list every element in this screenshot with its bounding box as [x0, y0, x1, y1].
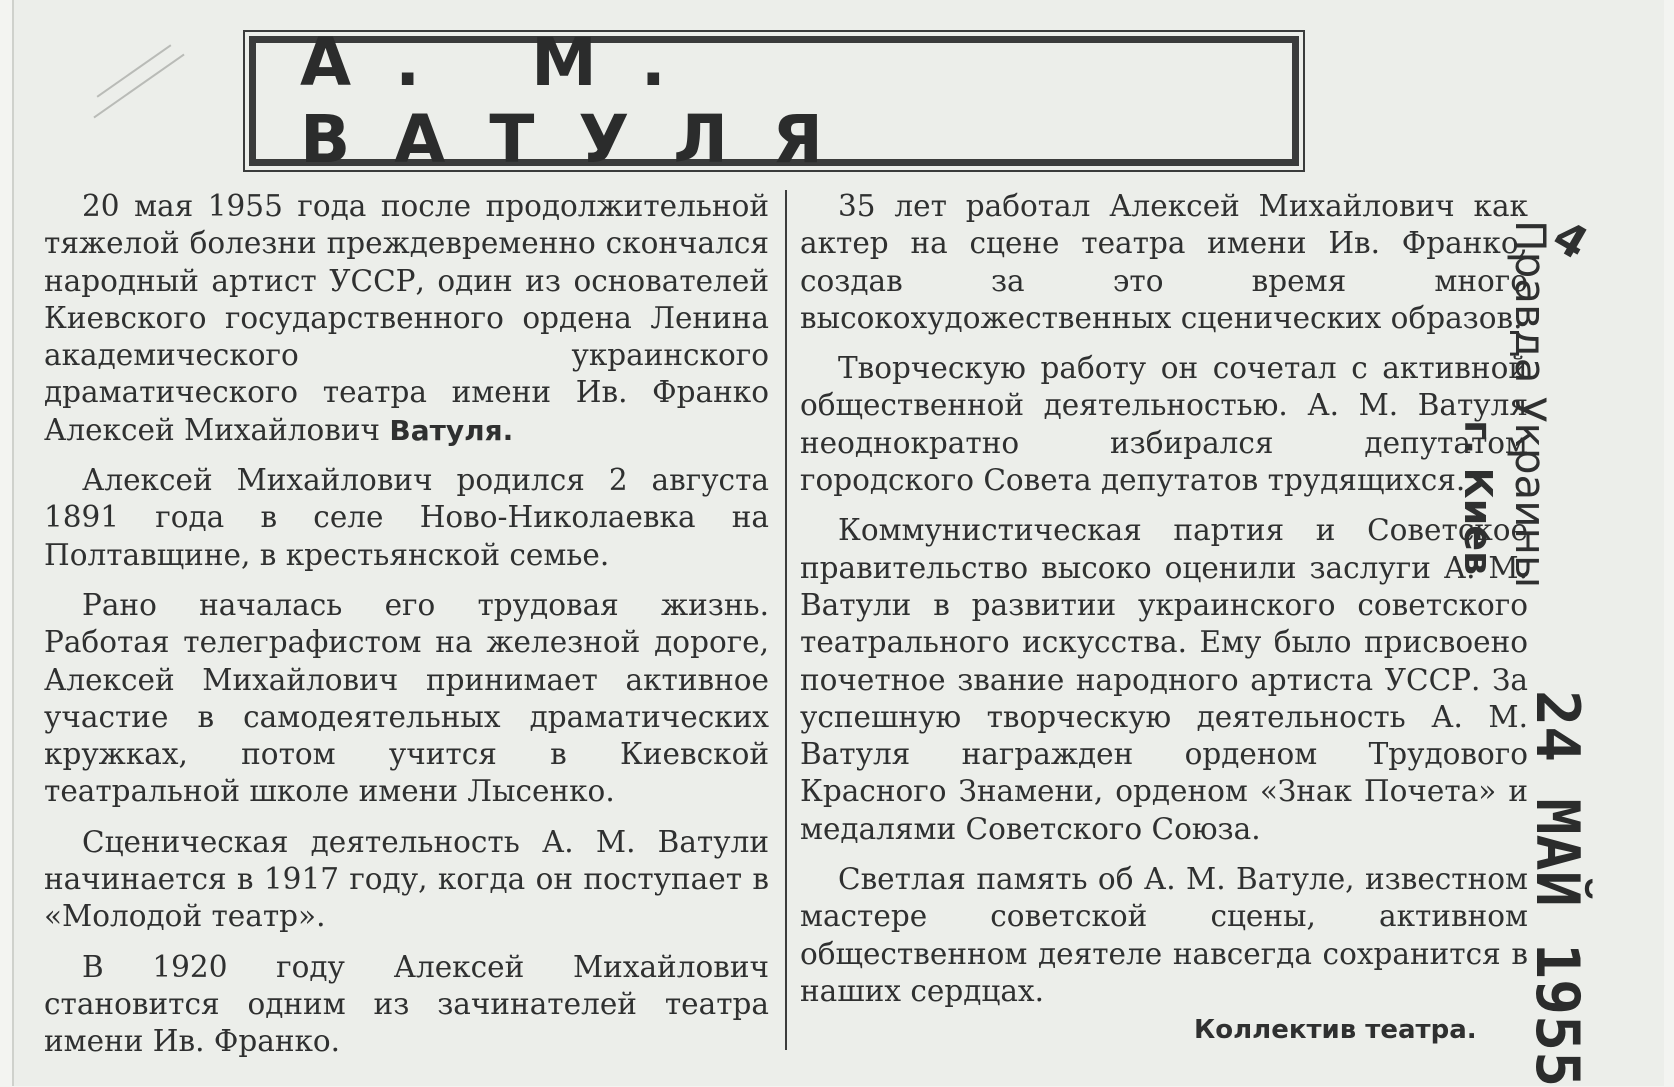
paragraph-text: 20 мая 1955 года после продолжительной тяжелой болезни преждевременно скончался народный артист УССР, один из основателей Киевского государственного ордена Ленина академического украинского драматического театра имени Ив. Франко Алексей Михайлович	[44, 189, 769, 447]
headline-frame	[249, 24, 1299, 178]
left-column	[44, 188, 769, 1074]
paragraph	[44, 188, 769, 449]
stamp-newspaper: Правда Украины	[1506, 220, 1555, 589]
paragraph: Коммунистическая партия и Советское правительство высоко оценили заслуги А. М. Ватули в развитии украинского советского театрального искусства. Ему было присвоено почетное звание народного артиста УССР. За успешную творческую деятельность А. М. Ватуля награжден орденом Трудового Красного Знамени, орденом «Знак Почета» и медалями Советского Союза.	[800, 513, 1528, 846]
scratch-mark	[93, 54, 184, 119]
right-column	[800, 188, 1528, 1023]
surname-bold: Ватуля.	[389, 413, 514, 447]
paragraph: Светлая память об А. М. Ватуле, известном мастере советской сцены, активном общественном деятеле навсегда сохранится в наших сердцах.	[800, 862, 1528, 1008]
stamp-date: 24 МАЙ 1955	[1522, 690, 1592, 1087]
newspaper-clipping	[12, 0, 1664, 1086]
paragraph: Рано началась его трудовая жизнь. Работая телеграфистом на железной дороге, Алексей Михайлович принимает активное участие в самодеятельных драматических кружках, потом учится в Киевской театральной школе имени Лысенко.	[44, 587, 769, 809]
paragraph: В 1920 году Алексей Михайлович становится одним из зачинателей театра имени Ив. Франко.	[44, 949, 769, 1059]
paragraph: Творческую работу он сочетал с активной общественной деятельностью. А. М. Ватуля неоднократно избирался депутатом городского Совета депутатов трудящихся.	[800, 351, 1528, 498]
stamp-mark: 4	[1544, 210, 1597, 271]
stamp-city: г. Киев	[1456, 420, 1500, 576]
signature: Коллектив театра.	[1194, 1015, 1477, 1045]
paragraph: Сценическая деятельность А. М. Ватули начинается в 1917 году, когда он поступает в «Молодой театр».	[44, 824, 769, 934]
paragraph: 35 лет работал Алексей Михайлович как актер на сцене театра имени Ив. Франко, создав за это время много высокохудожественных сценических образов.	[800, 189, 1528, 335]
paragraph: Алексей Михайлович родился 2 августа 1891 года в селе Ново-Николаевка на Полтавщине, в крестьянской семье.	[44, 463, 769, 572]
headline: А. М. ВАТУЛЯ	[300, 24, 867, 178]
column-divider	[785, 190, 787, 1050]
